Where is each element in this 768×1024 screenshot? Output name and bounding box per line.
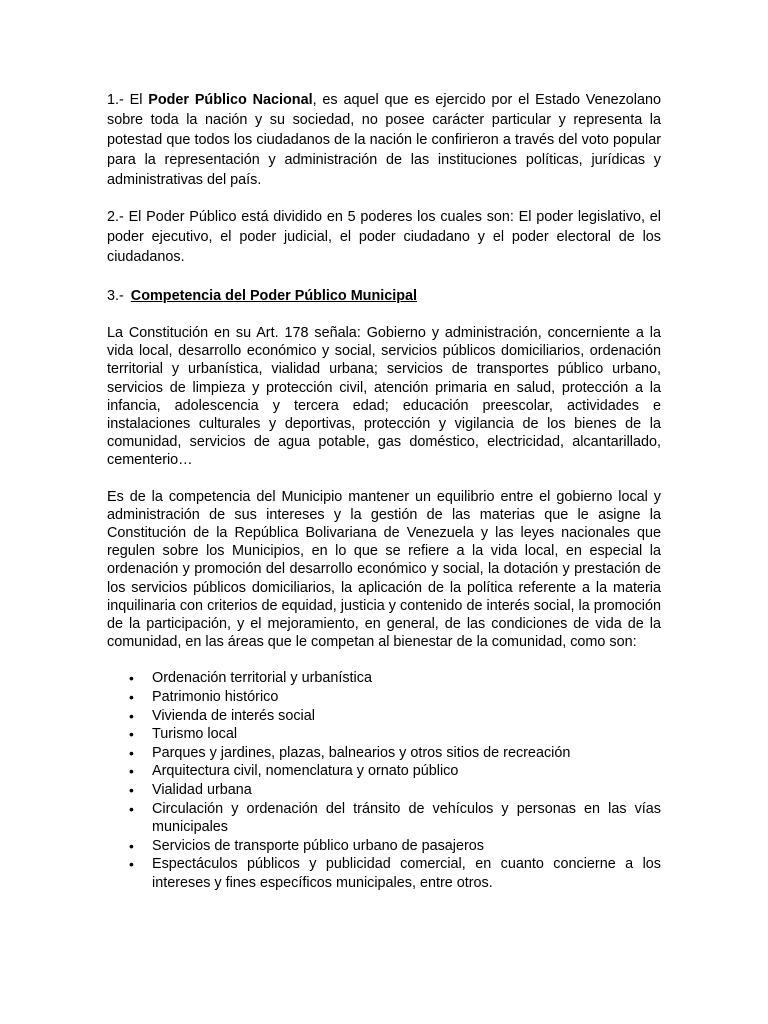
- bullet-icon: •: [129, 689, 134, 706]
- paragraph-constitucion-art-178: La Constitución en su Art. 178 señala: Gobierno y administración, concerniente a la vida local, desarrollo económico y social, servicios públicos domiciliarios, ordenación territorial y urbanística, vialidad urbana; servicios de transportes público urbano, servicios de limpieza y protección civil, atención primaria en salud, protección a la infancia, adolescencia y tercera edad; educación preescolar, actividades e instalaciones culturales y deportivas, protección y vigilancia de los bienes de la comunidad, servicios de agua potable, gas doméstico, electricidad, alcantarillado, cementerio…: [107, 325, 661, 469]
- bullet-icon: •: [129, 837, 134, 854]
- competencias-list: [107, 669, 661, 892]
- list-item-text: Turismo local: [152, 726, 238, 743]
- list-item: [107, 688, 661, 707]
- list-item: [107, 725, 661, 744]
- list-item: [107, 762, 661, 781]
- bullet-icon: •: [129, 763, 134, 780]
- list-item-text: Parques y jardines, plazas, balnearios y otros sitios de recreación: [152, 744, 571, 761]
- list-item-text: Vivienda de interés social: [152, 707, 315, 724]
- list-item-text: Espectáculos públicos y publicidad comercial, en cuanto concierne a los intereses y fines específicos municipales, entre otros.: [152, 856, 661, 891]
- section-number: 3.-: [107, 288, 124, 304]
- paragraph-competencia-municipio: Es de la competencia del Municipio mantener un equilibrio entre el gobierno local y administración de sus intereses y la gestión de las materias que le asigne la Constitución de la República Bolivariana de Venezuela y las leyes nacionales que regulen sobre los Municipios, en lo que se refiere a la vida local, en especial la ordenación y promoción del desarrollo económico y social, la dotación y prestación de los servicios públicos domiciliarios, la aplicación de la política referente a la materia inquilinaria con criterios de equidad, justicia y contenido de interés social, la promoción de la participación, y el mejoramiento, en general, de las condiciones de vida de la comunidad, en las áreas que le competan al bienestar de la comunidad, como son:: [107, 488, 661, 651]
- list-item-text: Circulación y ordenación del tránsito de vehículos y personas en las vías municipales: [152, 800, 661, 836]
- list-item: [107, 837, 661, 856]
- bullet-icon: •: [129, 707, 134, 724]
- list-item-text: Vialidad urbana: [152, 782, 252, 799]
- bullet-icon: •: [129, 744, 134, 761]
- list-item-text: Arquitectura civil, nomenclatura y ornato público: [152, 763, 459, 780]
- bullet-icon: •: [129, 782, 134, 799]
- paragraph1-text: , es aquel que es ejercido por el Estado Venezolano sobre toda la nación y su sociedad, no posee carácter particular y representa la potestad que todos los ciudadanos de la nación le confirieron a través del voto popular para la representación y administración de las instituciones políticas, jurídicas y administrativas del país.: [107, 92, 661, 188]
- section-title: Competencia del Poder Público Municipal: [130, 288, 418, 304]
- list-item-text: Servicios de transporte público urbano de pasajeros: [152, 837, 484, 854]
- poder-publico-nacional-term: Poder Público Nacional: [148, 92, 313, 108]
- list-item-text: Ordenación territorial y urbanística: [152, 670, 372, 687]
- bullet-icon: •: [129, 726, 134, 743]
- bullet-icon: •: [129, 856, 134, 873]
- paragraph-poder-publico-nacional: [107, 90, 661, 190]
- list-item: [107, 781, 661, 800]
- bullet-icon: •: [129, 670, 134, 687]
- list-item: [107, 800, 661, 837]
- paragraph1-prefix: 1.- El: [107, 92, 149, 108]
- paragraph-poderes: 2.- El Poder Público está dividido en 5 poderes los cuales son: El poder legislativo, el poder ejecutivo, el poder judicial, el poder ciudadano y el poder electoral de los ciudadanos.: [107, 209, 661, 265]
- bullet-icon: •: [129, 800, 134, 817]
- document-page: [107, 90, 661, 893]
- list-item: [107, 669, 661, 688]
- list-item: [107, 707, 661, 726]
- list-item: [107, 744, 661, 763]
- section-heading: [107, 286, 661, 306]
- list-item-text: Patrimonio histórico: [152, 689, 279, 706]
- list-item: [107, 855, 661, 892]
